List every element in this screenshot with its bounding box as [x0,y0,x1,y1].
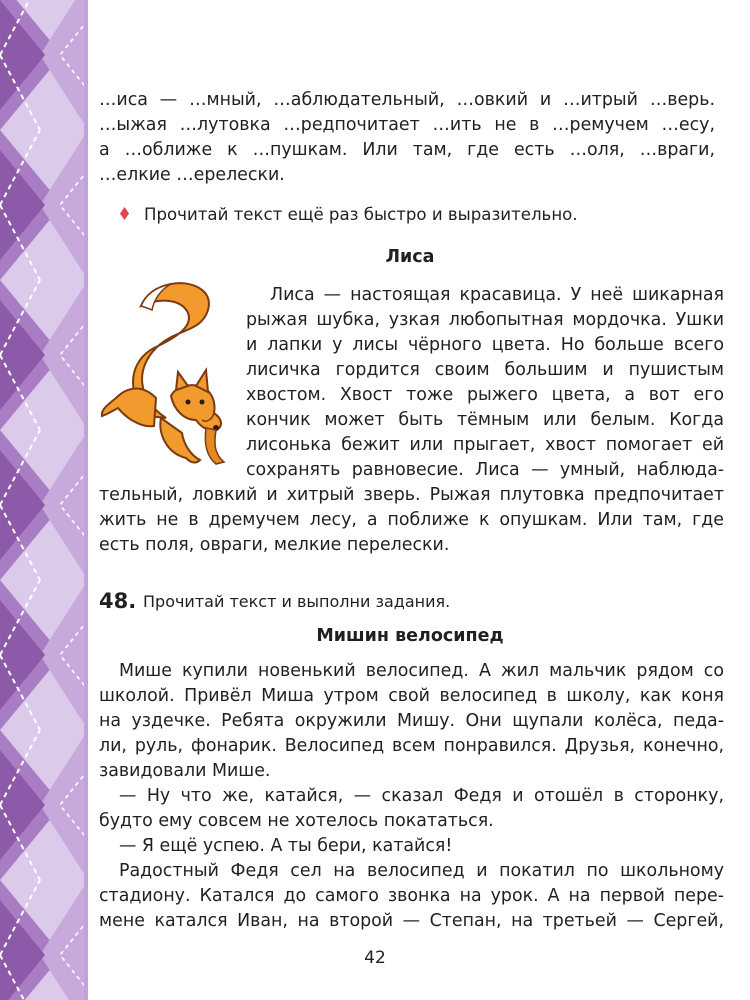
text-line: рыжая шубка, узкая любопытная мордочка. Ушки [246,310,724,330]
diamond-bullet-icon [120,207,129,220]
instruction-text: Прочитай текст ещё раз быстро и выразительно. [144,205,578,224]
text-line: завидовали Мише. [99,761,271,781]
text-line: стадиону. Катался до самого звонка на урок. А на первой пере- [99,886,724,906]
text-line: — Я ещё успею. А ты бери, катайся! [119,836,453,856]
text-line: ли, руль, фонарик. Велосипед всем понравился. Друзья, конечно, [99,736,724,756]
page-number: 42 [364,948,386,968]
text-line: кончик может быть тёмным или белым. Когда [246,410,724,430]
text-line: лисичка гордится своим большим и пушистым [246,360,724,380]
text-line: и лапки у лисы чёрного цвета. Но больше всего [246,335,724,355]
exercise-gap-line: а …оближе к …пушкам. Или там, где есть …оля, …враги, [99,140,715,160]
text-line: сохранять равновесие. Лиса — умный, наблюда- [246,460,724,480]
text-line: Радостный Федя сел на велосипед и покатил по школьному [119,861,724,881]
text-line: — Ну что же, катайся, — сказал Федя и отошёл в сторонку, [119,786,724,806]
text-line: будто ему совсем не хотелось покататься. [99,811,494,831]
exercise-gap-line: …ыжая …лутовка …редпочитает …ить не в …ремучем …есу, [99,115,715,135]
exercise-gap-line: …елкие …ерелески. [99,165,285,185]
text-line: на уздечке. Ребята окружили Мишу. Они щупали колёса, педа- [99,711,724,731]
text-line: Мише купили новенький велосипед. А жил мальчик рядом со [119,661,724,681]
exercise-gap-line: …иса — …мный, …аблюдательный, …овкий и …итрый …верь. [99,90,715,110]
text-line: жить не в дремучем лесу, а поближе к опушкам. Или там, где [99,510,724,530]
text-line: школой. Привёл Миша утром свой велосипед в школу, как коня [99,686,724,706]
decorative-border [0,0,88,1000]
text-line: мене катался Иван, на второй — Степан, на третьей — Сергей, [99,911,724,931]
exercise-number: 48. [99,589,137,613]
exercise-task: Прочитай текст и выполни задания. [143,592,451,611]
text-line: тельный, ловкий и хитрый зверь. Рыжая плутовка предпочитает [99,485,724,505]
text-title-fox: Лиса [385,247,435,267]
text-line: лисонька бежит или прыгает, хвост помогает ей [246,435,724,455]
text-line: Лиса — настоящая красавица. У неё шикарная [270,285,724,305]
fox-illustration [96,278,232,468]
text-title-bicycle: Мишин велосипед [316,626,504,646]
text-line: хвостом. Хвост тоже рыжего цвета, а вот его [246,385,724,405]
text-line: есть поля, овраги, мелкие перелески. [99,535,450,555]
